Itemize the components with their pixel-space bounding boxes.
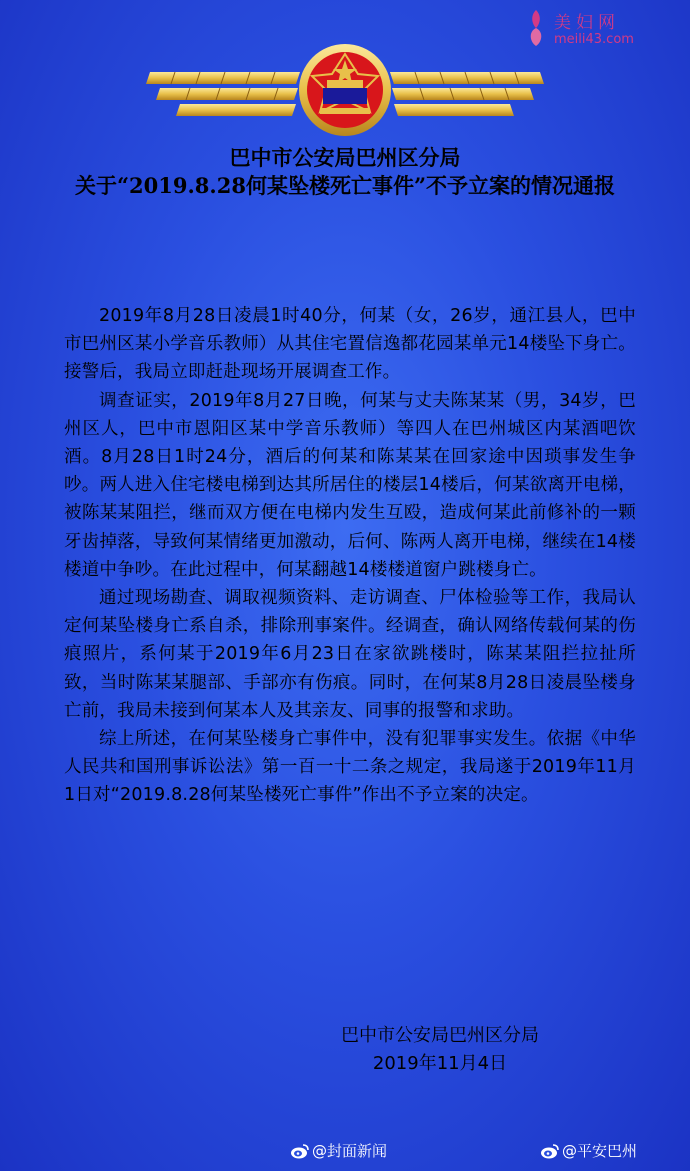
paragraph-2: 调查证实，2019年8月27日晚，何某与丈夫陈某某（男，34岁，巴州区人，巴中市恩阳区某中学音乐教师）等四人在巴州城区内某酒吧饮酒。8月28日1时24分，酒后的何某和陈某某在回家途中因琐事发生争吵。两人进入住宅楼电梯到达其所居住的楼层14楼后，何某欲离开电梯，被陈某某阻拦，继而双方便在电梯内发生互殴，造成何某此前修补的一颗牙齿掉落，导致何某情绪更加激动，后何、陈两人离开电梯，继续在14楼楼道中争吵。在此过程中，何某翻越14楼楼道窗户跳楼身亡。: [64, 390, 636, 580]
signature-date: 2019年11月4日: [372, 1053, 508, 1074]
police-emblem-icon: [0, 28, 690, 138]
watermark-url: meili43.com: [554, 32, 634, 47]
signature-org: 巴中市公安局巴州区分局: [341, 1025, 539, 1046]
title-line-1: 巴中市公安局巴州区分局: [229, 145, 461, 170]
watermark-site-name: 美妇网: [554, 13, 620, 33]
credit-right: [540, 1140, 637, 1162]
paragraph-3: 通过现场勘查、调取视频资料、走访调查、尸体检验等工作，我局认定何某坠楼身亡系自杀，排除刑事案件。经调查，确认网络传载何某的伤痕照片，系何某于2019年6月23日在家欲跳楼时，陈某某阻拦拉扯所致，当时陈某某腿部、手部亦有伤痕。同时，在何某8月28日凌晨坠楼身亡前，我局未接到何某本人及其亲友、同事的报警和求助。: [64, 588, 636, 721]
weibo-icon: [540, 1143, 560, 1159]
page-title: [0, 144, 690, 200]
paragraph-4: 综上所述，在何某坠楼身亡事件中，没有犯罪事实发生。依据《中华人民共和国刑事诉讼法》第一百一十二条之规定，我局遂于2019年11月1日对“2019.8.28何某坠楼死亡事件”作出不予立案的决定。: [64, 729, 636, 806]
title-line-2: 关于“2019.8.28何某坠楼死亡事件”不予立案的情况通报: [74, 173, 616, 198]
credit-left: [290, 1140, 387, 1162]
credit-right-text: @平安巴州: [562, 1142, 638, 1160]
notice-body: [64, 302, 636, 810]
weibo-icon: [290, 1143, 310, 1159]
signature-block: [300, 1022, 580, 1078]
credit-left-text: @封面新闻: [312, 1142, 388, 1160]
paragraph-1: 2019年8月28日凌晨1时40分，何某（女，26岁，通江县人，巴中市巴州区某小学音乐教师）从其住宅置信逸都花园某单元14楼坠下身亡。接警后，我局立即赶赴现场开展调查工作。: [64, 306, 636, 383]
